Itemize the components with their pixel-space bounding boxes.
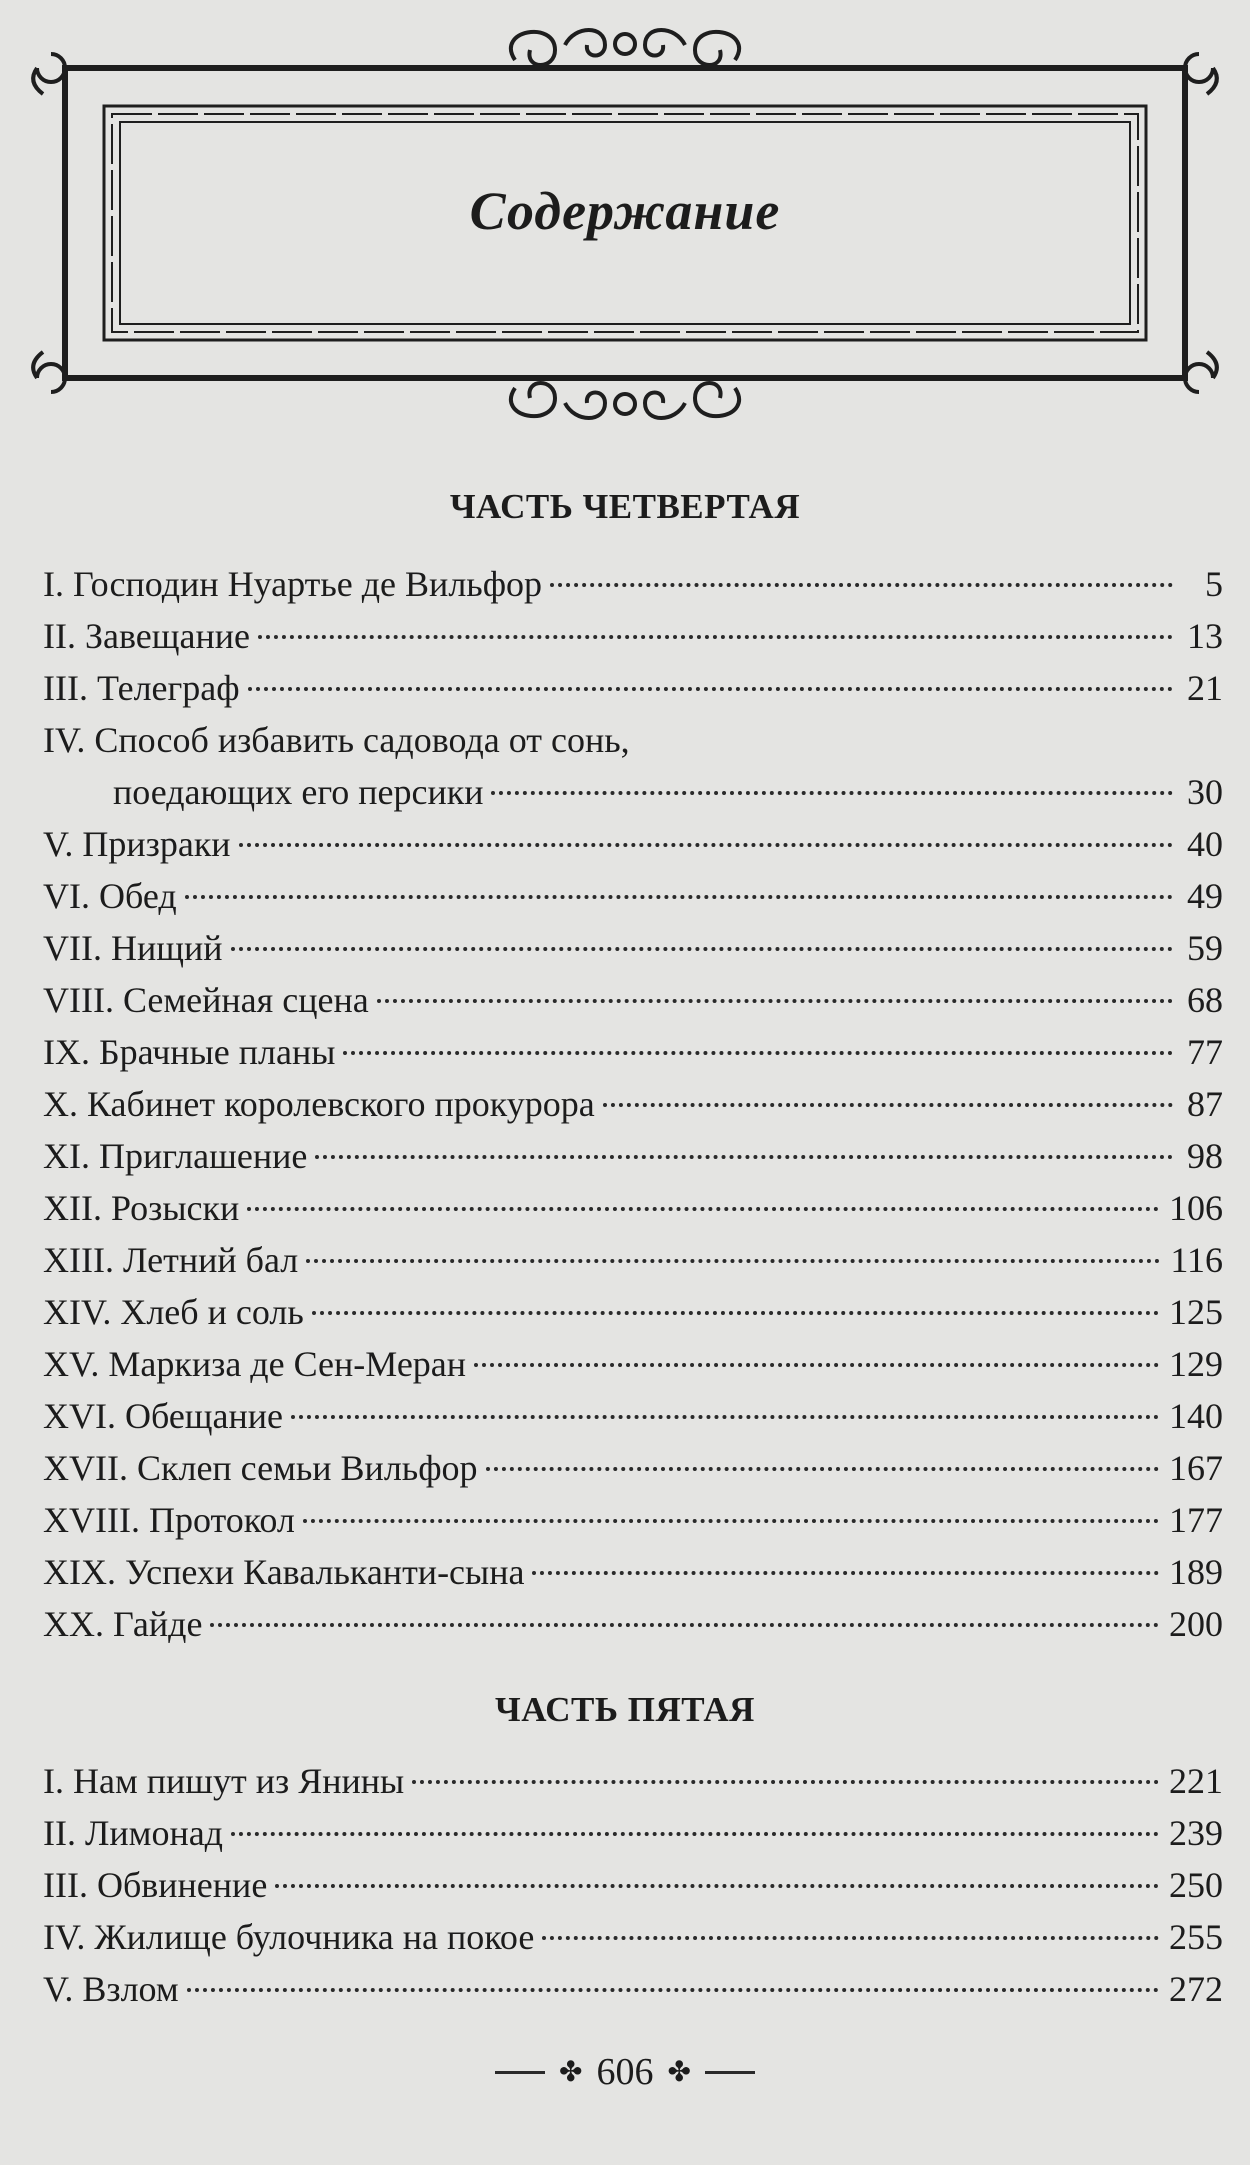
dot-leader <box>532 1571 1159 1575</box>
toc-entry-page: 200 <box>1169 1604 1223 1644</box>
dot-leader <box>491 791 1173 795</box>
dot-leader <box>210 1623 1159 1627</box>
dot-leader <box>303 1519 1159 1523</box>
toc-entry-page: 221 <box>1169 1761 1223 1801</box>
toc-entry-page: 30 <box>1187 772 1223 812</box>
toc-entry <box>43 1494 1223 1546</box>
dot-leader <box>248 687 1173 691</box>
page-number: 606 <box>596 2051 654 2093</box>
dot-leader <box>603 1103 1173 1107</box>
toc-entry <box>43 1859 1223 1911</box>
toc-entry-title: XVIII. Протокол <box>43 1500 295 1540</box>
dot-leader <box>343 1051 1173 1055</box>
toc-entry <box>43 1234 1223 1286</box>
toc-entry-title-continuation: поедающих его персики <box>113 772 484 812</box>
toc-entry-title: I. Нам пишут из Янины <box>43 1761 405 1801</box>
toc-entry-page: 87 <box>1187 1084 1223 1124</box>
toc-entry-title: I. Господин Нуартье де Вильфор <box>43 564 543 604</box>
toc-entry-title: III. Телеграф <box>43 668 240 708</box>
toc-entry <box>43 1026 1223 1078</box>
toc-entry <box>43 974 1223 1026</box>
toc-entry <box>43 1546 1223 1598</box>
toc-entry-title: II. Лимонад <box>43 1813 223 1853</box>
toc-entry <box>43 1286 1223 1338</box>
toc-entry-title: VIII. Семейная сцена <box>43 980 369 1020</box>
toc-entry <box>43 1598 1223 1650</box>
toc-entry-title: IV. Способ избавить садовода от сонь, <box>43 720 630 760</box>
toc-entry <box>43 1182 1223 1234</box>
dot-leader <box>312 1311 1159 1315</box>
toc-entry-title: III. Обвинение <box>43 1865 268 1905</box>
toc-entry-title: XIX. Успехи Кавальканти-сына <box>43 1552 525 1592</box>
toc-entry <box>43 1807 1223 1859</box>
toc-entry-title: XII. Розыски <box>43 1188 240 1228</box>
toc-entry-title: VII. Нищий <box>43 928 223 968</box>
dot-leader <box>486 1467 1159 1471</box>
toc-entry-title: V. Призраки <box>43 824 231 864</box>
toc-entry-page: 106 <box>1169 1188 1223 1228</box>
toc-entry <box>43 1338 1223 1390</box>
dot-leader <box>550 583 1173 587</box>
toc-entry-page: 189 <box>1169 1552 1223 1592</box>
toc-entry-page: 59 <box>1187 928 1223 968</box>
dot-leader <box>474 1363 1159 1367</box>
toc-entry-page: 272 <box>1169 1969 1223 2009</box>
toc-entry <box>43 1130 1223 1182</box>
toc-entry <box>43 662 1223 714</box>
dot-leader <box>315 1155 1173 1159</box>
dot-leader <box>542 1936 1159 1940</box>
toc-entry-page: 13 <box>1187 616 1223 656</box>
toc-entry <box>43 1963 1223 2015</box>
toc-entry-title: XIV. Хлеб и соль <box>43 1292 304 1332</box>
toc-entry <box>43 714 1223 818</box>
dot-leader <box>306 1259 1160 1263</box>
toc-list <box>43 558 1223 1650</box>
toc-entry <box>43 1078 1223 1130</box>
toc-entry-page: 125 <box>1169 1292 1223 1332</box>
toc-entry-page: 167 <box>1169 1448 1223 1488</box>
flourish-icon: ✤ <box>559 2057 583 2088</box>
toc-entry-title: XV. Маркиза де Сен-Меран <box>43 1344 467 1384</box>
toc-entry <box>43 610 1223 662</box>
toc-entry-page: 98 <box>1187 1136 1223 1176</box>
dot-leader <box>239 843 1173 847</box>
toc-entry <box>43 558 1223 610</box>
page-footer <box>0 2050 1250 2094</box>
toc-entry-page: 177 <box>1169 1500 1223 1540</box>
toc-entry-page: 116 <box>1170 1240 1223 1280</box>
toc-entry <box>43 818 1223 870</box>
toc-entry-page: 40 <box>1187 824 1223 864</box>
dot-leader <box>185 895 1173 899</box>
toc-entry-title: IV. Жилище булочника на покое <box>43 1917 535 1957</box>
toc-list <box>43 1755 1223 2015</box>
toc-entry-title: XX. Гайде <box>43 1604 203 1644</box>
toc-entry-title: XI. Приглашение <box>43 1136 308 1176</box>
section-heading: ЧАСТЬ ПЯТАЯ <box>495 1690 755 1729</box>
toc-entry-title: XVI. Обещание <box>43 1396 284 1436</box>
page-title: Содержание <box>469 181 781 241</box>
dot-leader <box>258 635 1173 639</box>
dot-leader <box>291 1415 1159 1419</box>
toc-entry-page: 21 <box>1187 668 1223 708</box>
toc-entry <box>43 1442 1223 1494</box>
toc-entry-title: II. Завещание <box>43 616 250 656</box>
footer-dash <box>705 2071 755 2074</box>
toc-entry-page: 77 <box>1187 1032 1223 1072</box>
dot-leader <box>247 1207 1159 1211</box>
toc-entry <box>43 1390 1223 1442</box>
dot-leader <box>187 1988 1159 1992</box>
toc-entry-title: VI. Обед <box>43 876 177 916</box>
toc-entry-page: 68 <box>1187 980 1223 1020</box>
toc-entry-title: V. Взлом <box>43 1969 179 2009</box>
flourish-icon: ✤ <box>667 2057 691 2088</box>
toc-entry <box>43 922 1223 974</box>
dot-leader <box>377 999 1173 1003</box>
toc-entry-page: 5 <box>1205 564 1223 604</box>
dot-leader <box>275 1884 1159 1888</box>
toc-entry-page: 129 <box>1169 1344 1223 1384</box>
dot-leader <box>231 1832 1159 1836</box>
footer-dash <box>495 2071 545 2074</box>
toc-entry-title: IX. Брачные планы <box>43 1032 336 1072</box>
toc-entry-page: 140 <box>1169 1396 1223 1436</box>
toc-entry-title: XVII. Склеп семьи Вильфор <box>43 1448 478 1488</box>
toc-entry <box>43 1755 1223 1807</box>
toc-entry-page: 239 <box>1169 1813 1223 1853</box>
toc-entry-title: XIII. Летний бал <box>43 1240 299 1280</box>
toc-entry-page: 250 <box>1169 1865 1223 1905</box>
toc-entry <box>43 870 1223 922</box>
toc-entry-title: X. Кабинет королевского прокурора <box>43 1084 595 1124</box>
toc-entry-page: 255 <box>1169 1917 1223 1957</box>
toc-entry-page: 49 <box>1187 876 1223 916</box>
toc-entry <box>43 1911 1223 1963</box>
dot-leader <box>231 947 1174 951</box>
section-heading: ЧАСТЬ ЧЕТВЕРТАЯ <box>449 487 801 526</box>
dot-leader <box>412 1780 1159 1784</box>
